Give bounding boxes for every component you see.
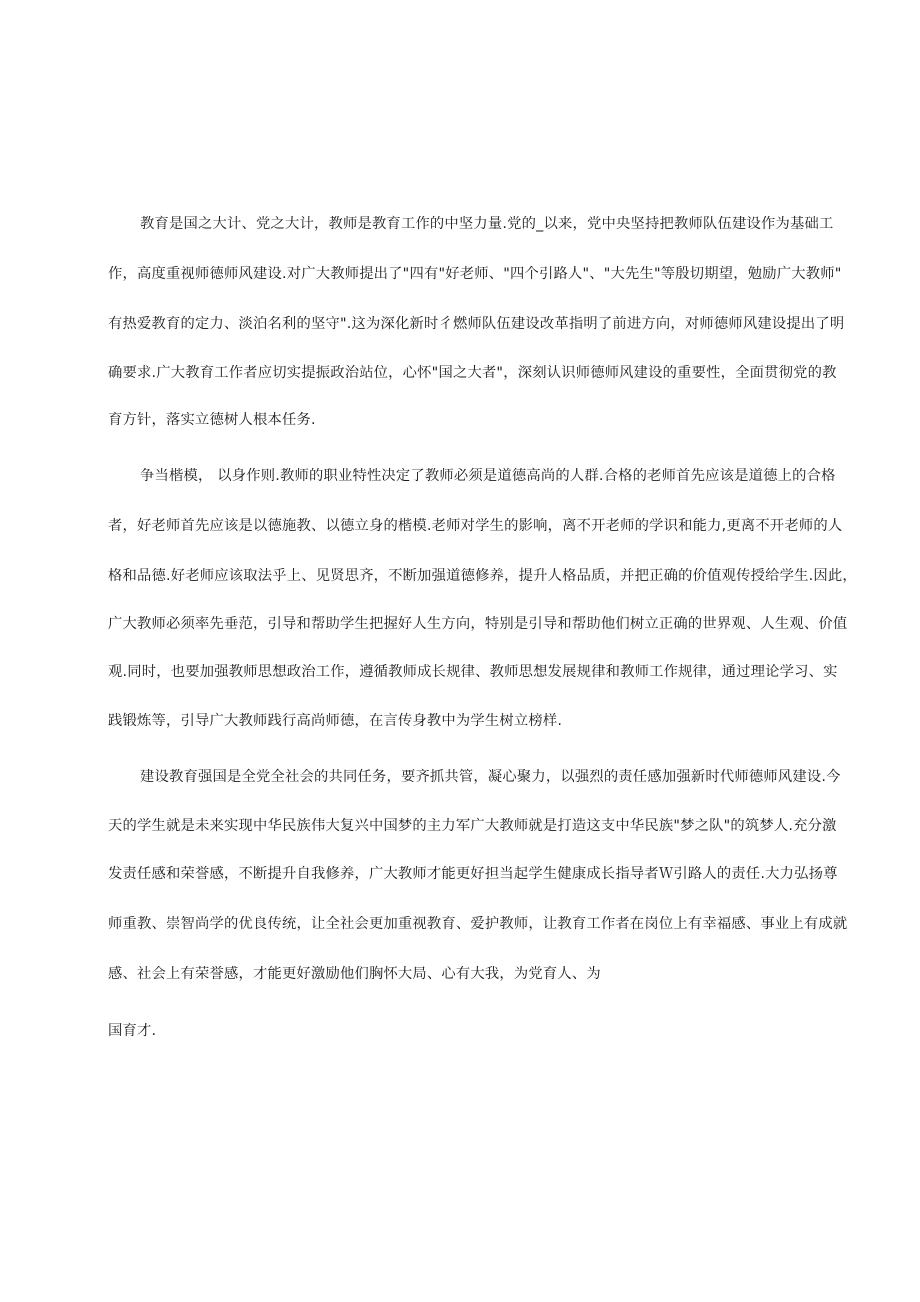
text-line: 确要求.广大教育工作者应切实提振政治站位，心怀"国之大者"，深刻认识师德师风建设的重要性，全面贯彻党的教 [108, 365, 837, 381]
text-line: 师重教、崇智尚学的优良传统，让全社会更加重视教育、爱护教师，让教育工作者在岗位上有幸福感、事业上有成就 [108, 916, 848, 932]
text-line: 有热爱教育的定力、淡泊名利的坚守".这为深化新时彳燃师队伍建设改革指明了前进方向，对师德师风建设提出了明 [108, 316, 845, 332]
text-line: 发责任感和荣誉感，不断提升自我修养，广大教师才能更好担当起学生健康成长指导者Ｗ引路人的责任.大力弘扬尊 [108, 866, 838, 882]
text-line: 国育才. [108, 1023, 157, 1039]
text-line: 教育是国之大计、党之大计，教师是教育工作的中坚力量.党的_以来，党中央坚持把教师队伍建设作为基础工 [140, 216, 834, 232]
text-line: 者，好老师首先应该是以德施教、以德立身的楷模.老师对学生的影响，离不开老师的学识和能力,更离不开老师的人 [108, 518, 843, 534]
text-line: 育方针，落实立德树人根本任务. [108, 412, 316, 428]
text-line: 建设教育强国是全党全社会的共同任务，要齐抓共管，凝心聚力，以强烈的责任感加强新时代师德师风建设.今 [140, 769, 841, 785]
text-line: 感、社会上有荣誉感，才能更好激励他们胸怀大局、心有大我，为党育人、为 [108, 966, 601, 982]
text-line: 践锻炼等，引导广大教师践行高尚师德，在言传身教中为学生树立榜样. [108, 713, 563, 729]
text-line: 争当楷模， 以身作则.教师的职业特性决定了教师必须是道德高尚的人群.合格的老师首先应该是道德上的合格 [140, 468, 836, 484]
text-line: 天的学生就是未来实现中华民族伟大复兴中国梦的主力军广大教师就是打造这支中华民族"梦之队"的筑梦人.充分激 [108, 818, 837, 834]
text-line: 作，高度重视师德师风建设.对广大教师提出了"四有"好老师、"四个引路人"、"大先生"等殷切期望，勉励广大教师" [108, 266, 842, 282]
text-line: 格和品德.好老师应该取法乎上、见贤思齐，不断加强道德修养，提升人格品质，并把正确的价值观传授给学生.因此， [108, 568, 857, 584]
text-line: 广大教师必须率先垂范，引导和帮助学生把握好人生方向，特别是引导和帮助他们树立正确的世界观、人生观、价值 [108, 616, 848, 632]
text-line: 观.同时，也要加强教师思想政治工作，遵循教师成长规律、教师思想发展规律和教师工作规律，通过理论学习、实 [108, 664, 838, 680]
